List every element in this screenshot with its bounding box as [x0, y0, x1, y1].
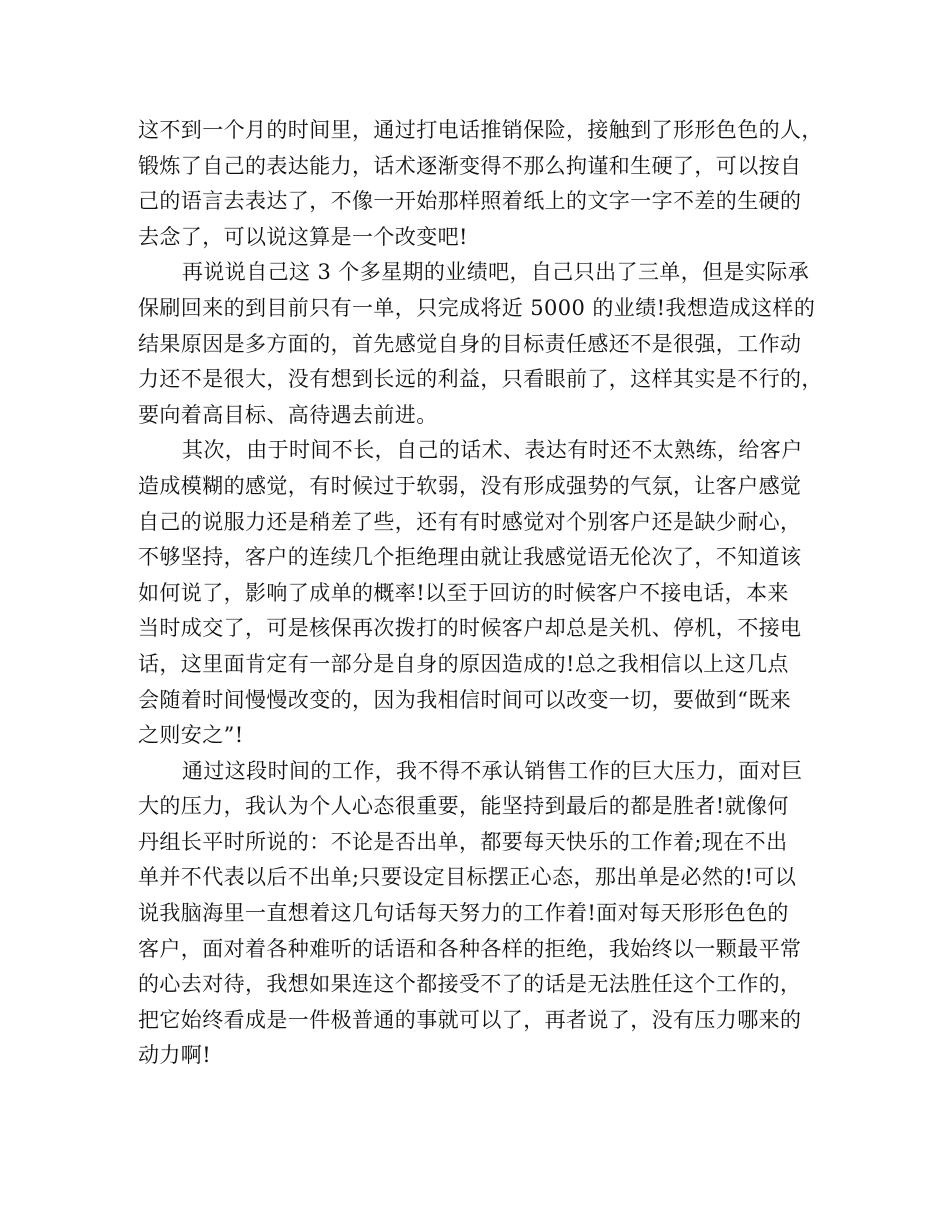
text-line: 动力啊!: [138, 1043, 212, 1068]
paragraph-start-line: 再说说自己这 3 个多星期的业绩吧，自己只出了三单，但是实际承: [182, 260, 810, 285]
text-line: 丹组长平时所说的：不论是否出单，都要每天快乐的工作着;现在不出: [138, 829, 788, 854]
text-line: 之则安之”!: [138, 723, 244, 748]
text-line: 说我脑海里一直想着这几句话每天努力的工作着!面对每天形形色色的: [138, 901, 789, 926]
paragraph-start-line: 其次，由于时间不长，自己的话术、表达有时还不太熟练，给客户: [182, 438, 803, 463]
text-line: 如何说了，影响了成单的概率!以至于回访的时候客户不接电话，本来: [138, 580, 789, 605]
text-line: 客户，面对着各种难听的话语和各种各样的拒绝，我始终以一颗最平常: [138, 936, 802, 961]
text-line: 大的压力，我认为个人心态很重要，能坚持到最后的都是胜者!就像何: [138, 794, 789, 819]
text-line: 不够坚持，客户的连续几个拒绝理由就让我感觉语无伦次了，不知道该: [138, 545, 802, 570]
text-line: 造成模糊的感觉，有时候过于软弱，没有形成强势的气氛，让客户感觉: [138, 473, 802, 498]
text-line: 当时成交了，可是核保再次拨打的时候客户却总是关机、停机，不接电: [138, 616, 802, 641]
text-line: 要向着高目标、高待遇去前进。: [138, 402, 438, 427]
text-line: 会随着时间慢慢改变的，因为我相信时间可以改变一切，要做到“既来: [138, 687, 792, 712]
text-line: 己的语言去表达了，不像一开始那样照着纸上的文字一字不差的生硬的: [138, 189, 802, 214]
text-line: 的心去对待，我想如果连这个都接受不了的话是无法胜任这个工作的，: [138, 972, 802, 997]
text-line: 去念了，可以说这算是一个改变吧!: [138, 224, 468, 249]
text-line: 这不到一个月的时间里，通过打电话推销保险，接触到了形形色色的人，: [138, 118, 823, 142]
text-line: 力还不是很大，没有想到长远的利益，只看眼前了，这样其实是不行的，: [138, 367, 823, 392]
paragraph-start-line: 通过这段时间的工作，我不得不承认销售工作的巨大压力，面对巨: [182, 758, 803, 783]
text-line: 自己的说服力还是稍差了些，还有有时感觉对个别客户还是缺少耐心，: [138, 509, 802, 534]
text-line: 结果原因是多方面的，首先感觉自身的目标责任感还不是很强，工作动: [138, 331, 802, 356]
text-line: 把它始终看成是一件极普通的事就可以了，再者说了，没有压力哪来的: [138, 1007, 802, 1032]
text-line: 保刷回来的到目前只有一单，只完成将近 5000 的业绩!我想造成这样的: [138, 295, 816, 320]
text-line: 单并不代表以后不出单;只要设定目标摆正心态，那出单是必然的!可以: [138, 865, 797, 890]
text-line: 话，这里面肯定有一部分是自身的原因造成的!总之我相信以上这几点: [138, 651, 789, 676]
document-body: [138, 113, 823, 1074]
text-line: 锻炼了自己的表达能力，话术逐渐变得不那么拘谨和生硬了，可以按自: [138, 153, 802, 178]
